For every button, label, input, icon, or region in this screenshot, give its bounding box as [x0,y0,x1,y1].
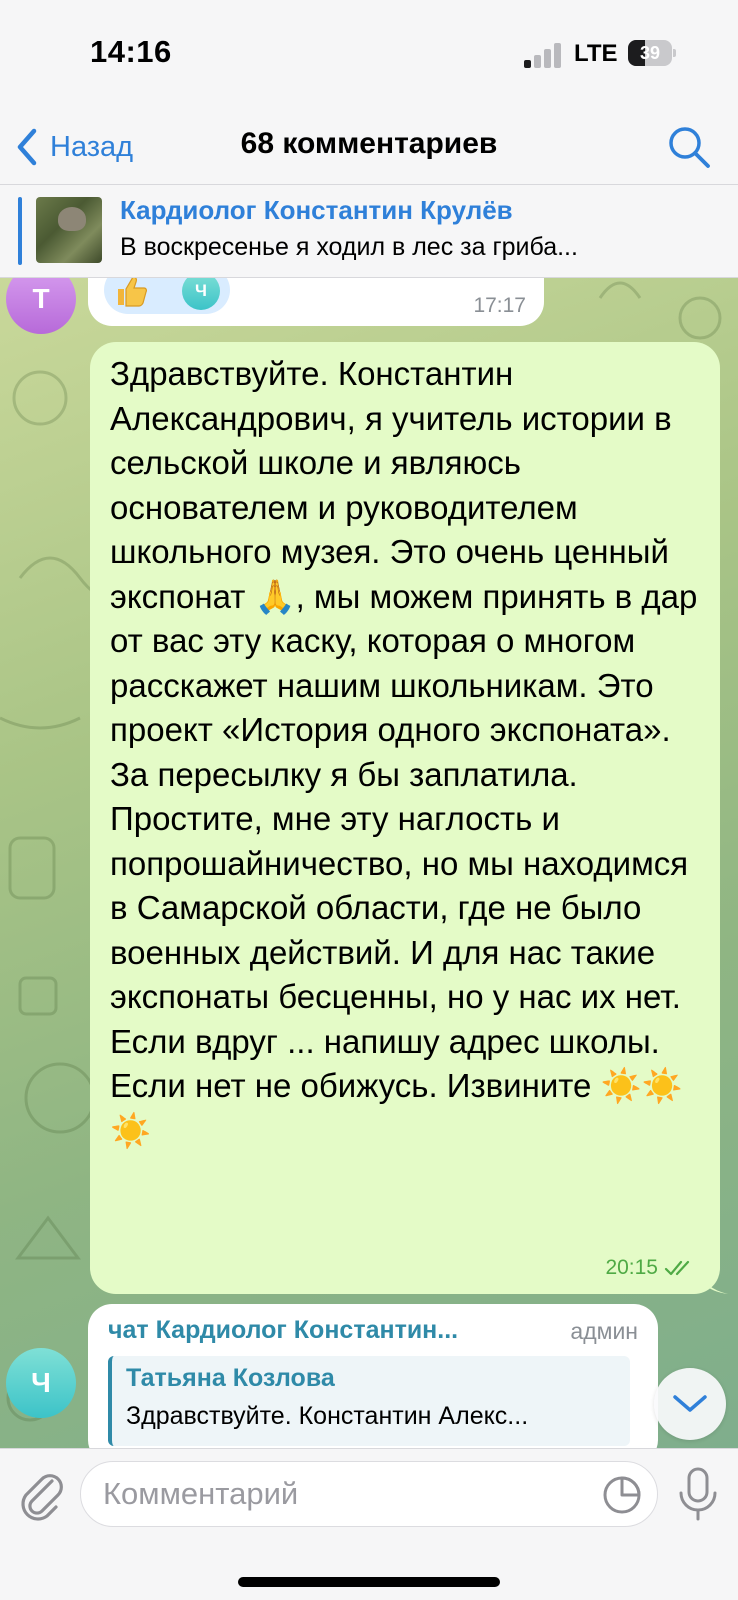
status-bar [0,0,738,110]
back-label: Назад [50,130,134,163]
chat-area[interactable] [0,278,738,1448]
double-check-icon [664,1258,696,1278]
reply-quote[interactable] [108,1356,630,1446]
pinned-thumbnail [36,197,102,263]
sticker-icon [601,1474,643,1516]
search-button[interactable] [664,122,714,172]
message-meta [605,1256,696,1280]
battery-level: 39 [639,43,661,63]
incoming-message[interactable] [88,1304,658,1448]
battery-icon [628,40,676,66]
avatar-letter: Ч [31,1367,51,1398]
message-text: Здравствуйте. Константин Александрович, я учитель истории в сельской школе и являюсь основателем и руководителем школьного музея. Это очень ценный экспонат 🙏, мы можем принять в дар от вас эту каску, которая о многом расскажет нашим школьникам. Это проект «История одного экспоната». За пересылку я бы заплатила. Простите, мне эту наглость и попрошайничество, но мы находимся в Самарской области, где не было военных действий. И для нас такие экспонаты бесценны, но у нас их нет. Если вдруг ... напишу адрес школы. Если нет не обижусь. Извините ☀️☀️☀️ [110,355,698,1149]
scroll-down-button[interactable] [654,1368,726,1440]
incoming-message[interactable] [88,278,544,326]
message-time: 20:15 [605,1256,658,1279]
attach-button[interactable] [18,1467,66,1523]
nav-bar [0,110,738,184]
pinned-post[interactable] [0,184,738,278]
network-label: LTE [574,40,618,67]
bubble-tail [700,1268,730,1294]
microphone-icon [676,1465,720,1525]
admin-badge: админ [570,1318,638,1344]
paperclip-icon [18,1467,66,1523]
avatar[interactable] [6,1348,76,1418]
quote-text: Здравствуйте. Константин Алекс... [126,1402,529,1430]
chevron-down-icon [672,1394,708,1414]
avatar-letter: Т [32,283,50,314]
outgoing-message[interactable] [90,342,720,1294]
thumbs-up-icon [114,278,150,308]
voice-button[interactable] [676,1465,720,1525]
comment-input[interactable] [103,1470,573,1518]
composer [0,1448,738,1600]
status-time: 14:16 [90,34,172,69]
comment-field[interactable] [80,1461,658,1527]
back-button[interactable] [14,122,133,172]
search-icon [664,122,714,172]
pinned-author: Кардиолог Константин Крулёв [120,195,513,225]
message-time: 17:17 [473,294,526,317]
quote-author: Татьяна Козлова [126,1364,335,1392]
reaction-chip[interactable] [104,278,230,314]
reaction-avatar: Ч [182,278,220,310]
pinned-text: В воскресенье я ходил в лес за гриба... [120,233,578,261]
pinned-accent-line [18,197,22,265]
page-title: 68 комментариев [240,127,498,160]
sticker-button[interactable] [601,1474,643,1516]
chevron-left-icon [14,127,40,167]
message-author[interactable]: чат Кардиолог Константин... [108,1316,459,1344]
home-indicator [238,1577,500,1587]
signal-icon [524,42,562,68]
